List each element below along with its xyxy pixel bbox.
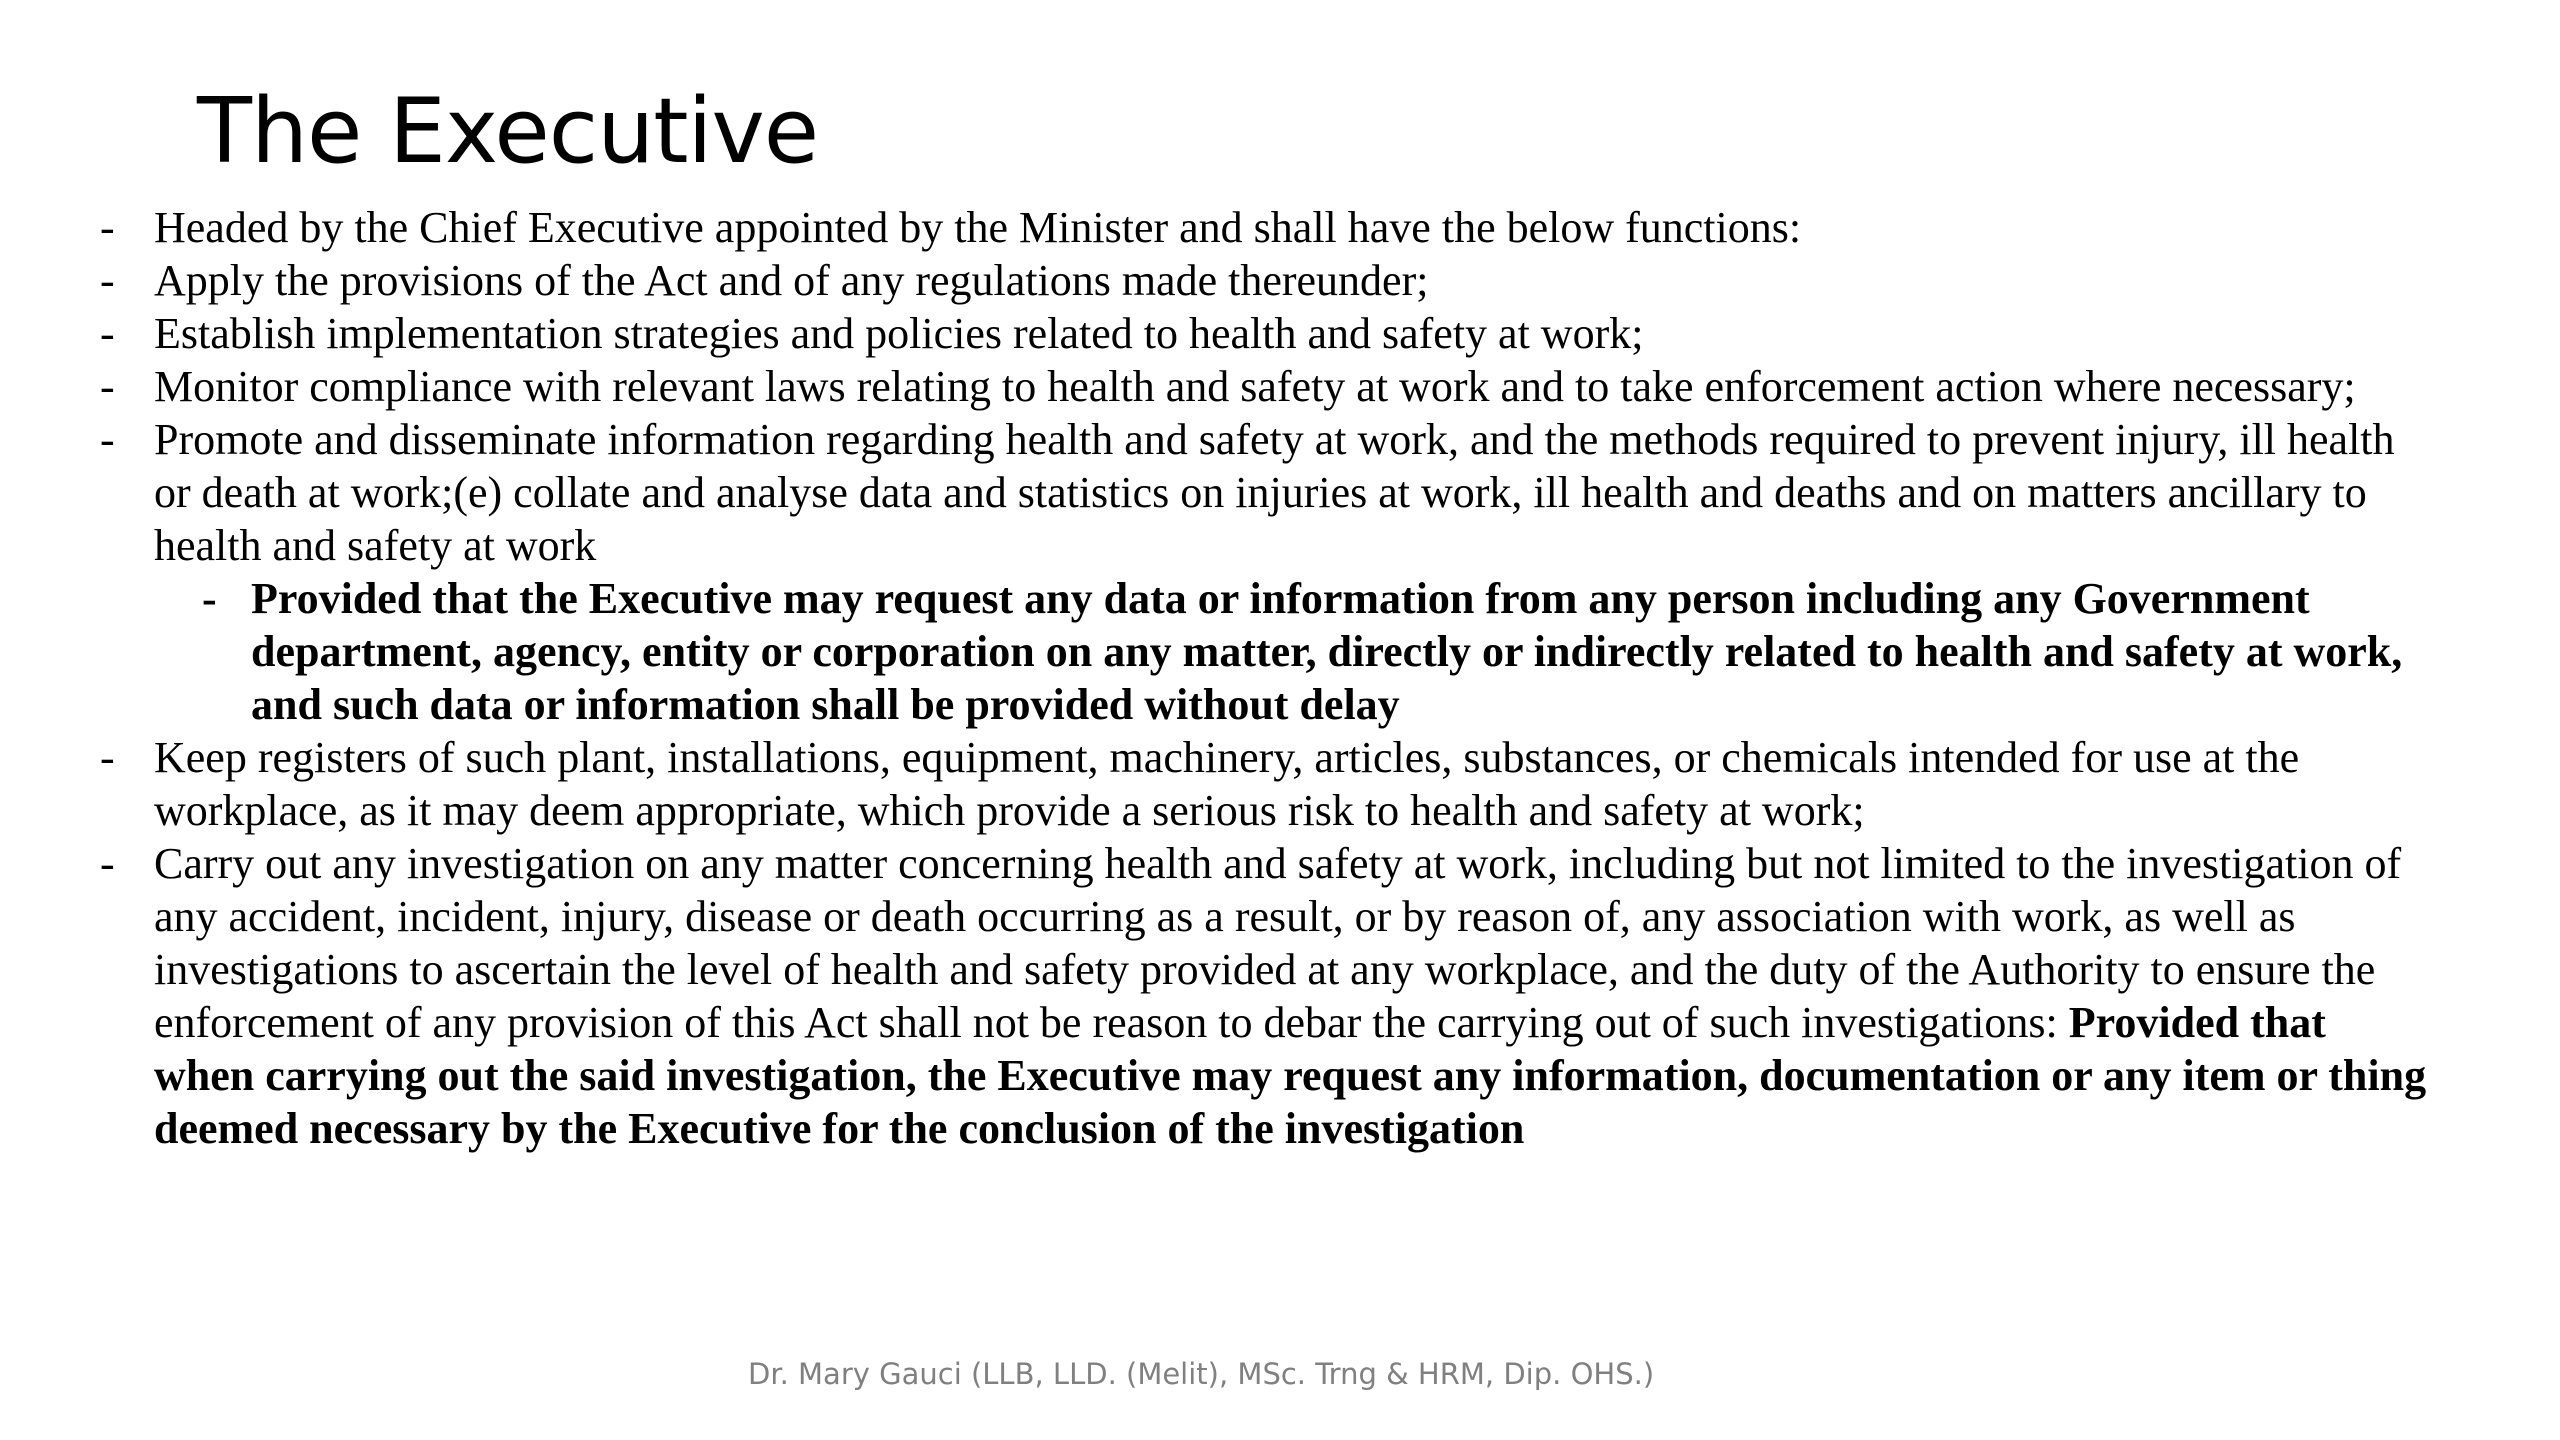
bullet-item-apply-provisions: - Apply the provisions of the Act and of any regulations made thereunder; bbox=[100, 254, 2430, 307]
bullet-item-chief-executive: - Headed by the Chief Executive appointed by the Minister and shall have the below functions: bbox=[100, 201, 2430, 254]
investigation-proviso-bold: Provided that when carrying out the said investigation, the Executive may request any information, documentation or any item or thing deemed necessary by the Executive for the conclusion of the investigation bbox=[154, 998, 2427, 1153]
bullet-item-keep-registers: - Keep registers of such plant, installations, equipment, machinery, articles, substances, or chemicals intended for use at the workplace, as it may deem appropriate, which provide a serious risk to health and safety at work; bbox=[100, 731, 2430, 837]
slide-title: The Executive bbox=[197, 79, 819, 184]
bullet-item-implementation-strategies: - Establish implementation strategies and policies related to health and safety at work; bbox=[100, 307, 2430, 360]
bullet-list bbox=[100, 201, 2430, 1155]
bullet-item-monitor-compliance: - Monitor compliance with relevant laws relating to health and safety at work and to take enforcement action where necessary; bbox=[100, 360, 2430, 413]
investigation-text: Carry out any investigation on any matter concerning health and safety at work, including but not limited to the investigation of any accident, incident, injury, disease or death occurring as a result, or by reason of, any association with work, as well as investigations to ascertain the level of health and safety provided at any workplace, and the duty of the Authority to ensure the enforcement of any provision of this Act shall not be reason to debar the carrying out of such investigations: bbox=[154, 839, 2402, 1047]
sub-bullet-data-request: - Provided that the Executive may request any data or information from any person including any Government department, agency, entity or corporation on any matter, directly or indirectly related to health and safety at work, and such data or information shall be provided without delay bbox=[100, 572, 2430, 731]
bullet-item-carry-out-investigation bbox=[100, 837, 2430, 1155]
bullet-item-promote-information: - Promote and disseminate information regarding health and safety at work, and the methods required to prevent injury, ill health or death at work;(e) collate and analyse data and statistics on injuries at work, ill health and deaths and on matters ancillary to health and safety at work bbox=[100, 413, 2430, 572]
footer-author: Dr. Mary Gauci (LLB, LLD. (Melit), MSc. Trng & HRM, Dip. OHS.) bbox=[748, 1357, 1655, 1391]
